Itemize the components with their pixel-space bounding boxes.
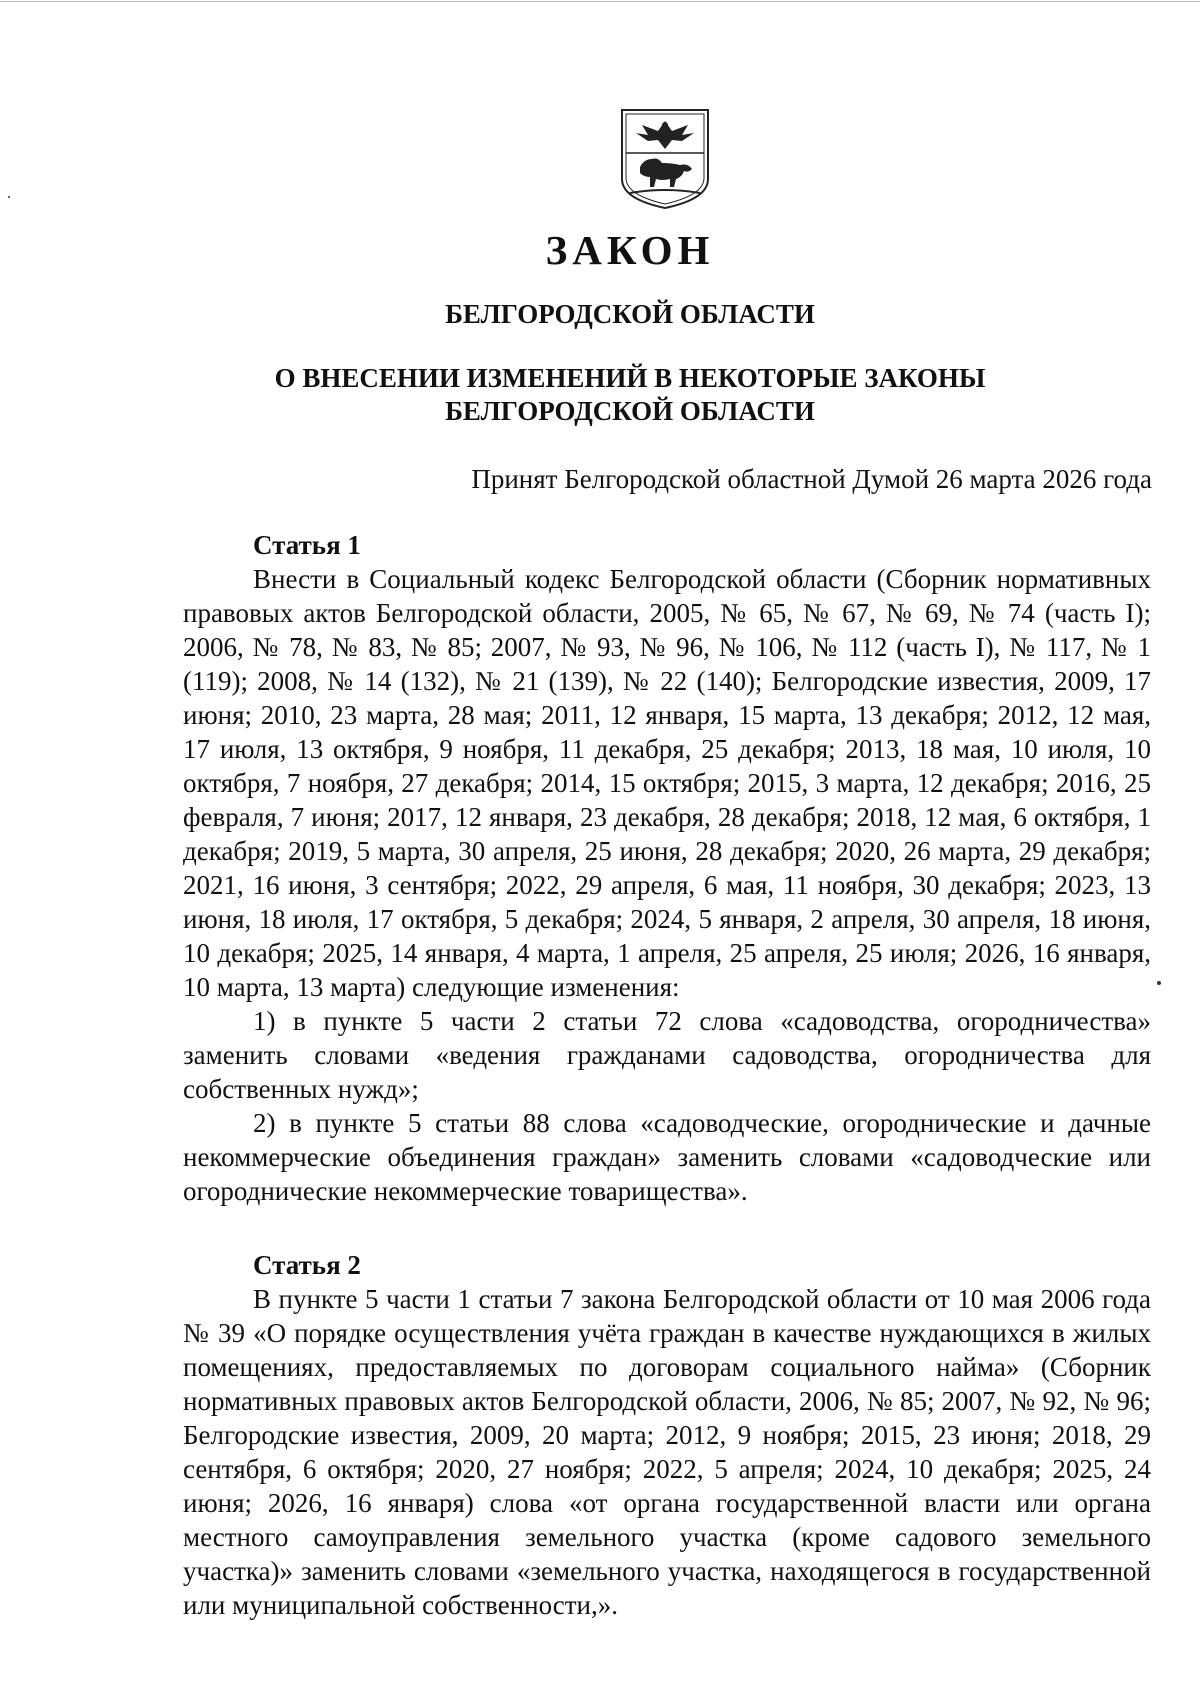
article-2 [183,1248,1151,1622]
belgorod-coat-of-arms-icon [618,107,712,211]
scan-speck [1157,981,1161,985]
article-1-heading: Статья 1 [253,530,361,560]
article-1 [183,528,1151,1208]
document-title: ЗАКОН [545,227,715,273]
scan-speck [8,196,10,198]
article-1-intro: Внести в Социальный кодекс Белгородской области (Сборник нормативных правовых актов Белгородской области, 2005, № 65, № 67, № 69, № 74 (часть I); 2006, № 78, № 83, № 85; 2007, № 93, № 96, № 106, № 112 (часть I), № 117, № 1 (119); 2008, № 14 (132), № 21 (139), № 22 (140); Белгородские известия, 2009, 17 июня; 2010, 23 марта, 28 мая; 2011, 12 января, 15 марта, 13 декабря; 2012, 12 мая, 17 июля, 13 октября, 9 ноября, 11 декабря, 25 декабря; 2013, 18 мая, 10 июля, 10 октября, 7 ноября, 27 декабря; 2014, 15 октября; 2015, 3 марта, 12 декабря; 2016, 25 февраля, 7 июня; 2017, 12 января, 23 декабря, 28 декабря; 2018, 12 мая, 6 октября, 1 декабря; 2019, 5 марта, 30 апреля, 25 июня, 28 декабря; 2020, 26 марта, 29 декабря; 2021, 16 июня, 3 сентября; 2022, 29 апреля, 6 мая, 11 ноября, 30 декабря; 2023, 13 июня, 18 июля, 17 октября, 5 декабря; 2024, 5 января, 2 апреля, 30 апреля, 18 июня, 10 декабря; 2025, 14 января, 4 марта, 1 апреля, 25 апреля, 25 июля; 2026, 16 января, 10 марта, 13 марта) следующие изменения: [183,564,1151,1002]
document-region: БЕЛГОРОДСКОЙ ОБЛАСТИ [445,299,815,329]
adoption-note: Принят Белгородской областной Думой 26 марта 2026 года [471,464,1152,494]
article-1-item-1: 1) в пункте 5 части 2 статьи 72 слова «садоводства, огородничества» заменить словами «ведения гражданами садоводства, огородничества для собственных нужд»; [183,1006,1151,1104]
article-2-text: В пункте 5 части 1 статьи 7 закона Белгородской области от 10 мая 2006 года № 39 «О порядке осуществления учёта граждан в качестве нуждающихся в жилых помещениях, предоставляемых по договорам социального найма» (Сборник нормативных правовых актов Белгородской области, 2006, № 85; 2007, № 92, № 96; Белгородские известия, 2009, 20 марта; 2012, 9 ноября; 2015, 23 июня; 2018, 29 сентября, 6 октября; 2020, 27 ноября; 2022, 5 апреля; 2024, 10 декабря; 2025, 24 июня; 2026, 16 января) слова «от органа государственной власти или органа местного самоуправления земельного участка (кроме садового земельного участка)» заменить словами «земельного участка, находящегося в государственной или муниципальной собственности,». [183,1284,1151,1620]
subject-line-1: О ВНЕСЕНИИ ИЗМЕНЕНИЙ В НЕКОТОРЫЕ ЗАКОНЫ [274,363,986,393]
document-subject [0,362,1200,428]
article-1-item-2: 2) в пункте 5 статьи 88 слова «садоводческие, огороднические и дачные некоммерческие объединения граждан» заменить словами «садоводческие или огороднические некоммерческие товарищества». [183,1108,1151,1206]
scan-edge-line [0,1,1200,2]
article-2-heading: Статья 2 [253,1250,361,1280]
subject-line-2: БЕЛГОРОДСКОЙ ОБЛАСТИ [445,396,815,426]
